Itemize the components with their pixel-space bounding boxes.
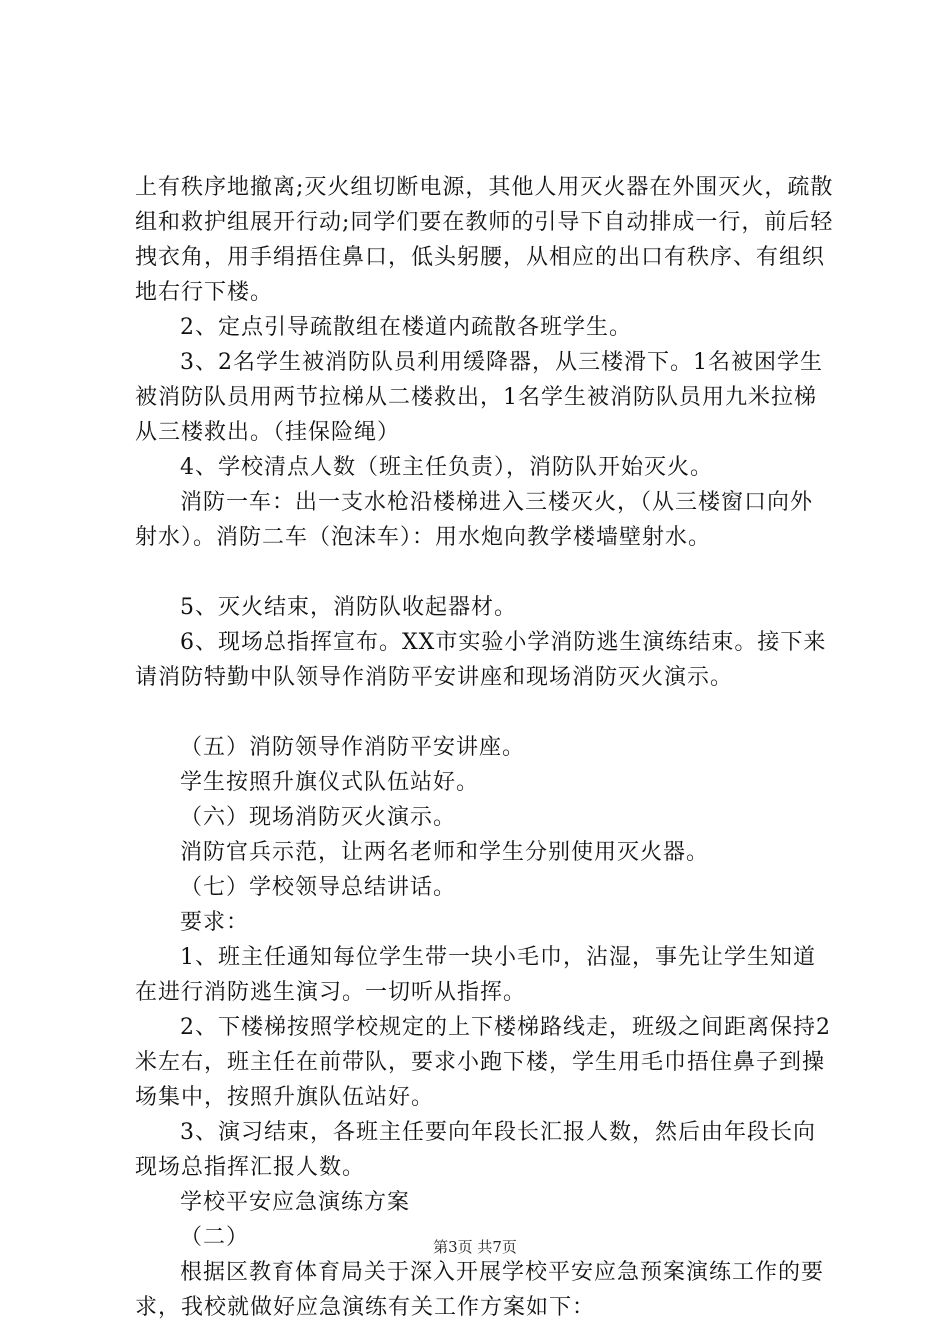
document-body <box>135 170 835 1325</box>
document-title: 学校平安应急演练方案 <box>180 1190 411 1215</box>
section-heading: （七）学校领导总结讲话。 <box>180 875 457 900</box>
section-heading: （二） <box>180 1225 250 1250</box>
paragraph: 6、现场总指挥宣布。XX市实验小学消防逃生演练结束。接下来请消防特勤中队领导作消防平安讲座和现场消防灭火演示。 <box>135 630 827 690</box>
paragraph: 根据区教育体育局关于深入开展学校平安应急预案演练工作的要求，我校就做好应急演练有关工作方案如下： <box>135 1260 825 1320</box>
paragraph: 上有秩序地撤离;灭火组切断电源，其他人用灭火器在外围灭火，疏散组和救护组展开行动;同学们要在教师的引导下自动排成一行，前后轻拽衣角，用手绢捂住鼻口，低头躬腰，从相应的出口有秩序、有组织地右行下楼。 <box>135 175 834 305</box>
section-heading: （六）现场消防灭火演示。 <box>180 805 457 830</box>
blank-line <box>135 555 835 590</box>
paragraph: 消防一车：出一支水枪沿楼梯进入三楼灭火，（从三楼窗口向外射水）。消防二车（泡沫车）：用水炮向教学楼墙壁射水。 <box>135 490 814 550</box>
paragraph: 5、灭火结束，消防队收起器材。 <box>180 595 517 620</box>
paragraph: 1、班主任通知每位学生带一块小毛巾，沾湿，事先让学生知道在进行消防逃生演习。一切听从指挥。 <box>135 945 816 1005</box>
section-heading: （五）消防领导作消防平安讲座。 <box>180 735 526 760</box>
paragraph: 学生按照升旗仪式队伍站好。 <box>180 770 480 795</box>
paragraph: 2、定点引导疏散组在楼道内疏散各班学生。 <box>180 315 632 340</box>
paragraph: 消防官兵示范，让两名老师和学生分别使用灭火器。 <box>180 840 710 865</box>
paragraph: 3、2名学生被消防队员利用缓降器，从三楼滑下。1名被困学生被消防队员用两节拉梯从二楼救出，1名学生被消防队员用九米拉梯从三楼救出。（挂保险绳） <box>135 350 823 445</box>
blank-line <box>135 695 835 730</box>
paragraph: 要求： <box>180 910 250 935</box>
paragraph: 2、下楼梯按照学校规定的上下楼梯路线走，班级之间距离保持2米左右，班主任在前带队，要求小跑下楼，学生用毛巾捂住鼻子到操场集中，按照升旗队伍站好。 <box>135 1015 831 1110</box>
paragraph: 4、学校清点人数（班主任负责），消防队开始灭火。 <box>180 455 713 480</box>
paragraph: 3、演习结束，各班主任要向年段长汇报人数，然后由年段长向现场总指挥汇报人数。 <box>135 1120 816 1180</box>
page-footer: 第3页 共7页 <box>433 1238 517 1256</box>
